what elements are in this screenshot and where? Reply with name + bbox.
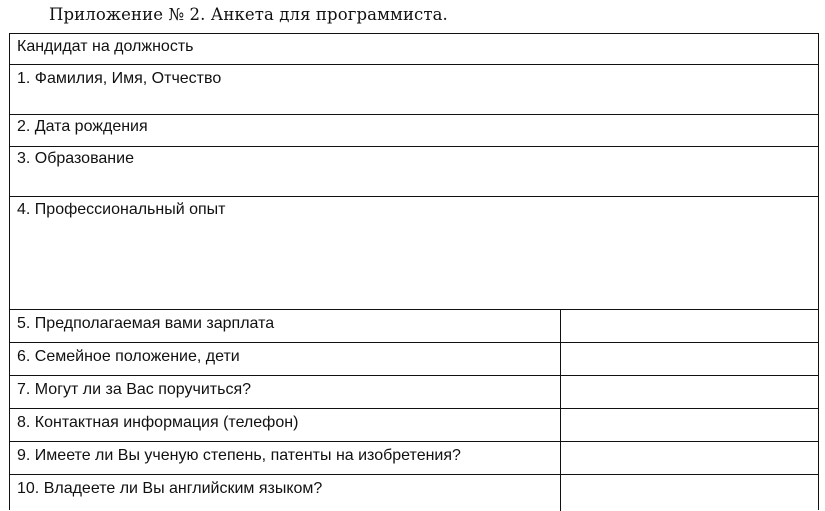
family-label: 6. Семейное положение, дети bbox=[17, 348, 240, 365]
full-name-label: 1. Фамилия, Имя, Отчество bbox=[17, 70, 222, 87]
english-answer-cell[interactable] bbox=[560, 475, 818, 511]
family-answer-cell[interactable] bbox=[560, 343, 818, 375]
questionnaire-table bbox=[9, 33, 819, 510]
salary-answer-cell[interactable] bbox=[560, 310, 818, 342]
full-name-row[interactable] bbox=[10, 65, 818, 115]
question-row-references bbox=[10, 376, 818, 409]
position-label: Кандидат на должность bbox=[17, 38, 194, 55]
question-row-degree bbox=[10, 442, 818, 475]
salary-label: 5. Предполагаемая вами зарплата bbox=[17, 315, 275, 332]
question-row-contact bbox=[10, 409, 818, 442]
experience-row[interactable] bbox=[10, 197, 818, 310]
references-answer-cell[interactable] bbox=[560, 376, 818, 408]
header-row bbox=[10, 34, 818, 65]
english-label: 10. Владеете ли Вы английским языком? bbox=[17, 480, 323, 497]
birth-date-row[interactable] bbox=[10, 115, 818, 147]
question-row-family bbox=[10, 343, 818, 376]
contact-label: 8. Контактная информация (телефон) bbox=[17, 414, 299, 431]
references-label: 7. Могут ли за Вас поручиться? bbox=[17, 381, 251, 398]
experience-label: 4. Профессиональный опыт bbox=[17, 201, 226, 218]
contact-answer-cell[interactable] bbox=[560, 409, 818, 441]
question-row-english bbox=[10, 475, 818, 511]
degree-answer-cell[interactable] bbox=[560, 442, 818, 474]
education-label: 3. Образование bbox=[17, 150, 134, 167]
appendix-caption: Приложение № 2. Анкета для программиста. bbox=[49, 5, 448, 24]
question-row-salary bbox=[10, 310, 818, 343]
education-row[interactable] bbox=[10, 147, 818, 197]
birth-date-label: 2. Дата рождения bbox=[17, 118, 148, 135]
degree-label: 9. Имеете ли Вы ученую степень, патенты на изобретения? bbox=[17, 447, 461, 464]
